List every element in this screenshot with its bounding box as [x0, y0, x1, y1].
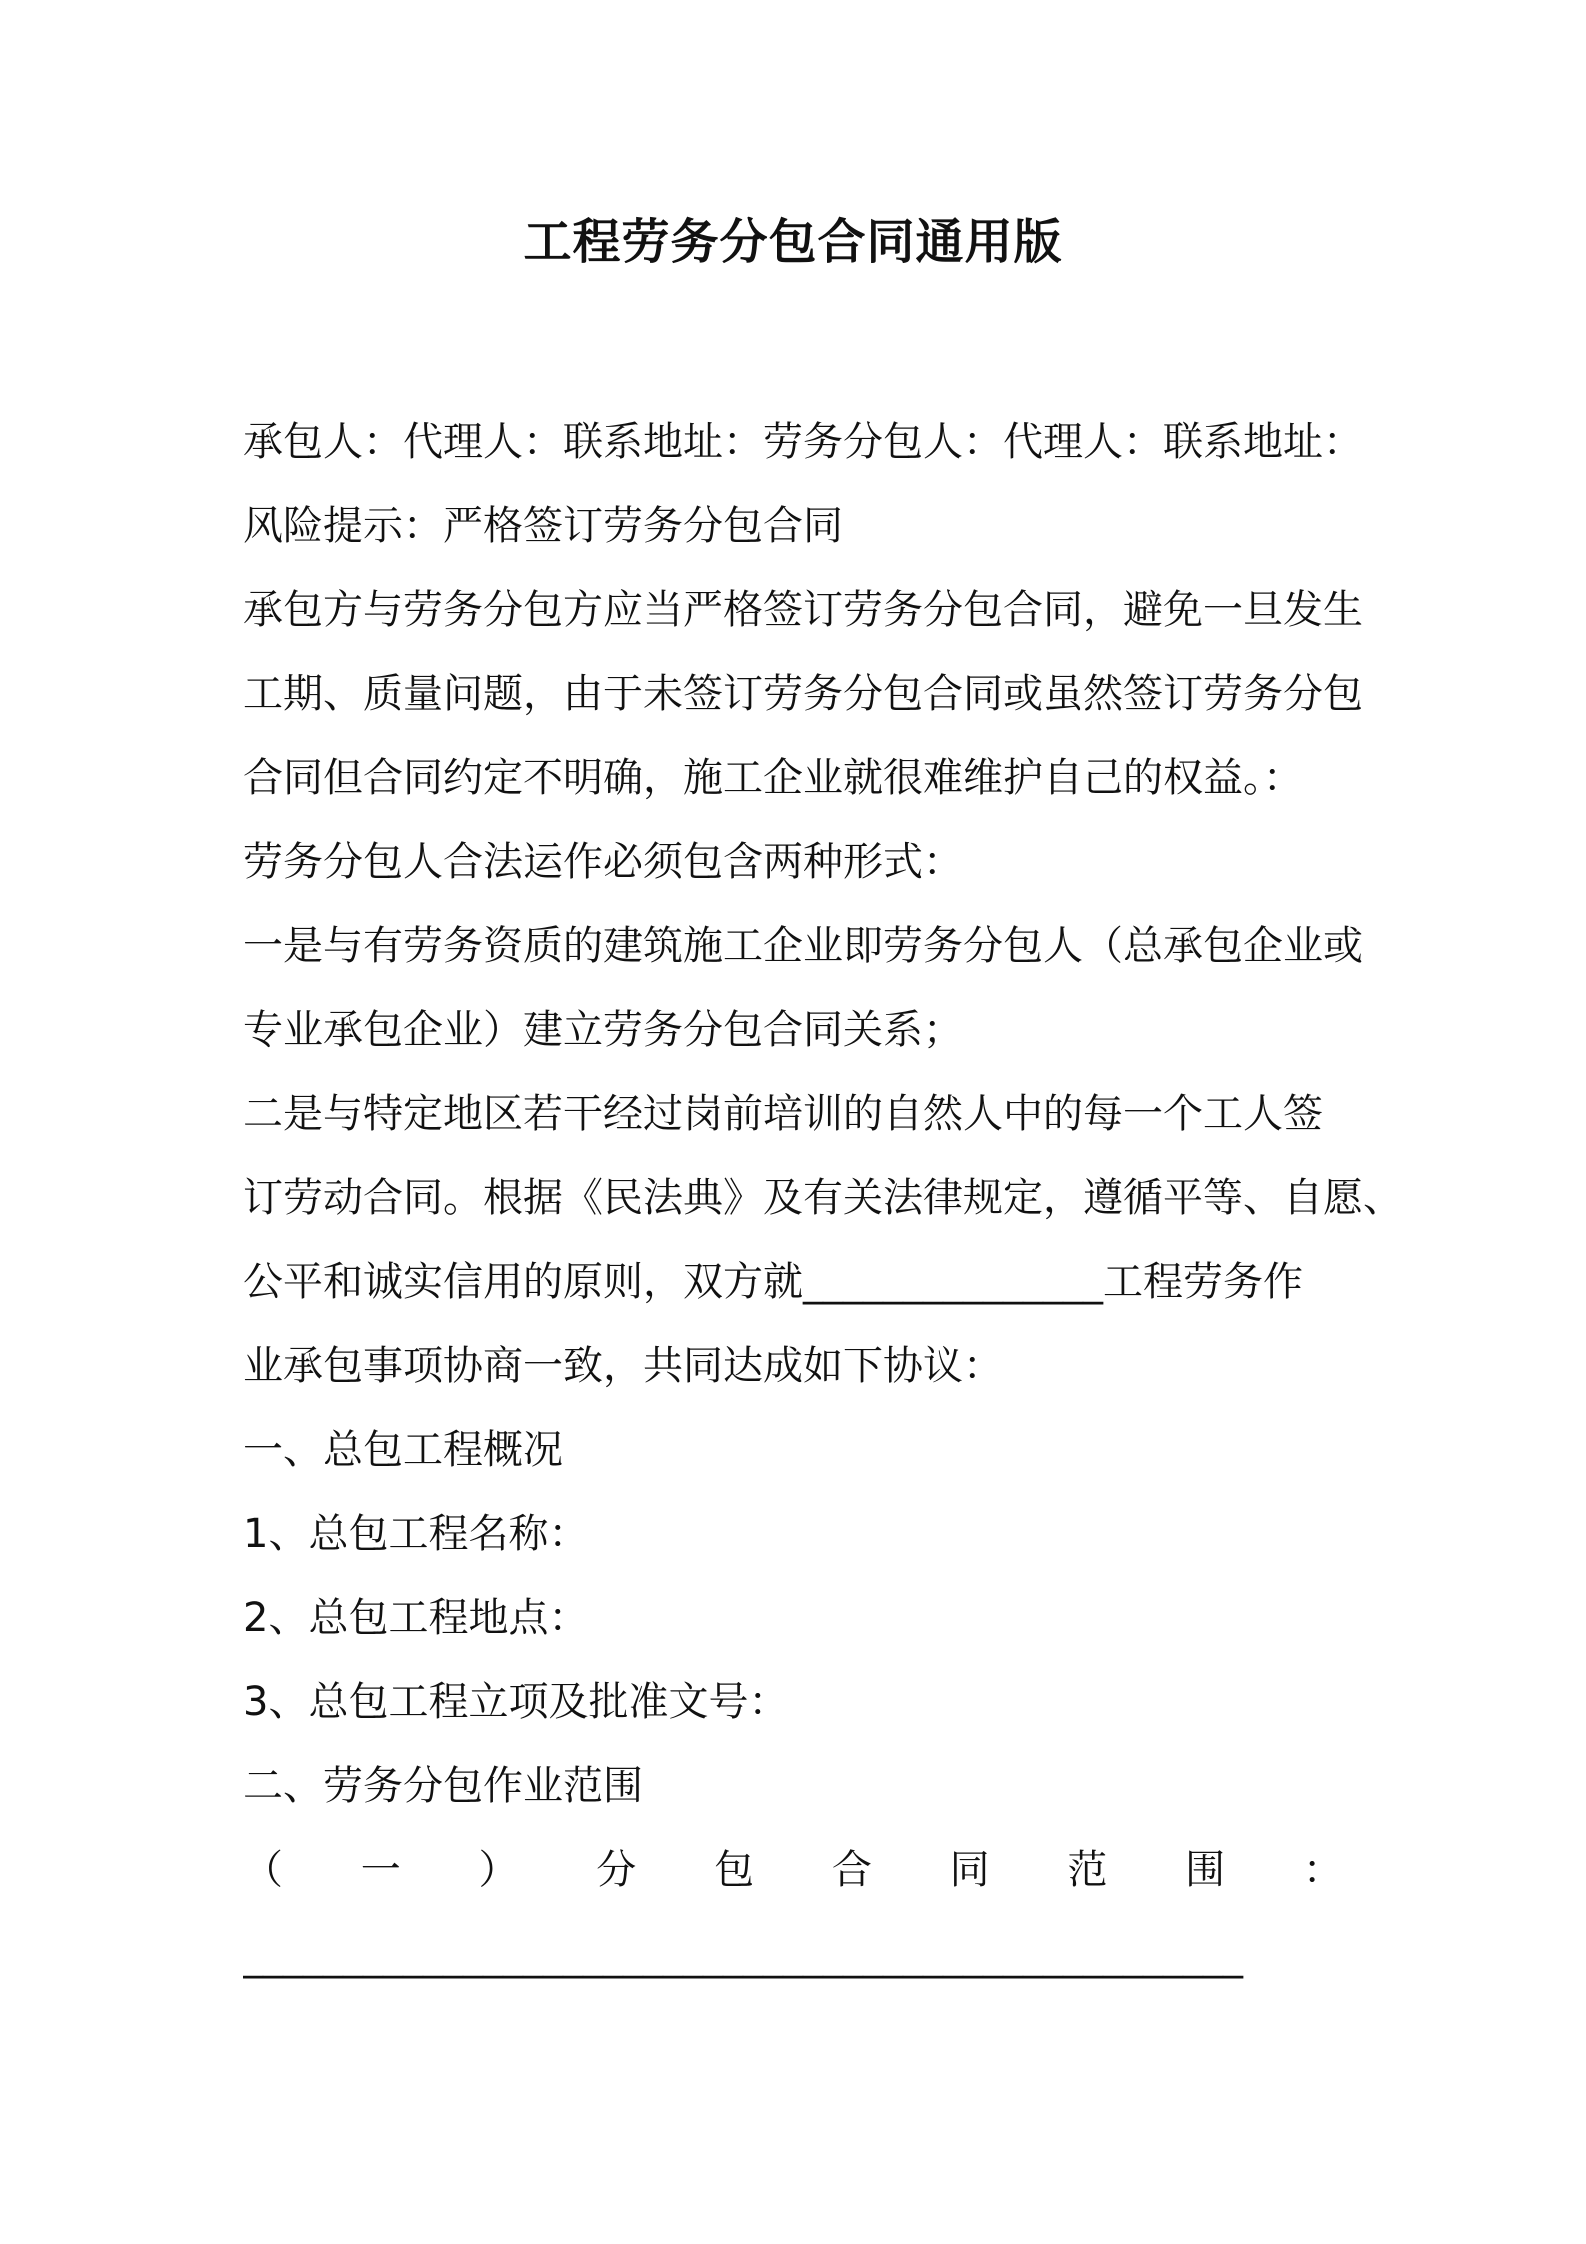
paragraph-line: 一是与有劳务资质的建筑施工企业即劳务分包人（总承包企业或 — [243, 923, 1363, 969]
scope-char: ： — [1302, 1847, 1343, 1893]
document-title: 工程劳务分包合同通用版 — [523, 214, 1063, 270]
paragraph-line: 承包方与劳务分包方应当严格签订劳务分包合同，避免一旦发生 — [243, 587, 1363, 633]
project-name-line: 1、总包工程名称： — [243, 1511, 589, 1557]
parties-line: 承包人：代理人：联系地址：劳务分包人：代理人：联系地址： — [243, 419, 1363, 465]
paragraph-line: 合同但合同约定不明确，施工企业就很难维护自己的权益。： — [243, 755, 1303, 801]
scope-char: ） — [478, 1847, 519, 1893]
section-heading-1: 一、总包工程概况 — [243, 1427, 563, 1473]
scope-blank-line: __________________________________________________ — [243, 1933, 1243, 1979]
paragraph-line: 专业承包企业）建立劳务分包合同关系； — [243, 1007, 963, 1053]
paragraph-line: 二是与特定地区若干经过岗前培训的自然人中的每一个工人签 — [243, 1091, 1323, 1137]
scope-char: 合 — [831, 1847, 872, 1893]
project-approval-line: 3、总包工程立项及批准文号： — [243, 1679, 789, 1725]
risk-tip-line: 风险提示：严格签订劳务分包合同 — [243, 503, 843, 549]
section-heading-2: 二、劳务分包作业范围 — [243, 1763, 643, 1809]
paragraph-line: 业承包事项协商一致，共同达成如下协议： — [243, 1343, 1003, 1389]
scope-char: 范 — [1067, 1847, 1108, 1893]
document-body — [243, 400, 1403, 1998]
scope-char: （ — [243, 1847, 283, 1893]
scope-char: 一 — [360, 1847, 401, 1893]
scope-char: 包 — [714, 1847, 755, 1893]
paragraph-line-with-blank: 公平和诚实信用的原则，双方就_______________工程劳务作 — [243, 1259, 1303, 1305]
scope-heading — [243, 1828, 1343, 1912]
scope-char: 分 — [596, 1847, 637, 1893]
scope-char: 同 — [949, 1847, 990, 1893]
paragraph-line: 订劳动合同。根据《民法典》及有关法律规定，遵循平等、自愿、 — [243, 1175, 1403, 1221]
paragraph-line: 劳务分包人合法运作必须包含两种形式： — [243, 839, 963, 885]
project-location-line: 2、总包工程地点： — [243, 1595, 589, 1641]
scope-char: 围 — [1185, 1847, 1226, 1893]
paragraph-line: 工期、质量问题，由于未签订劳务分包合同或虽然签订劳务分包 — [243, 671, 1363, 717]
